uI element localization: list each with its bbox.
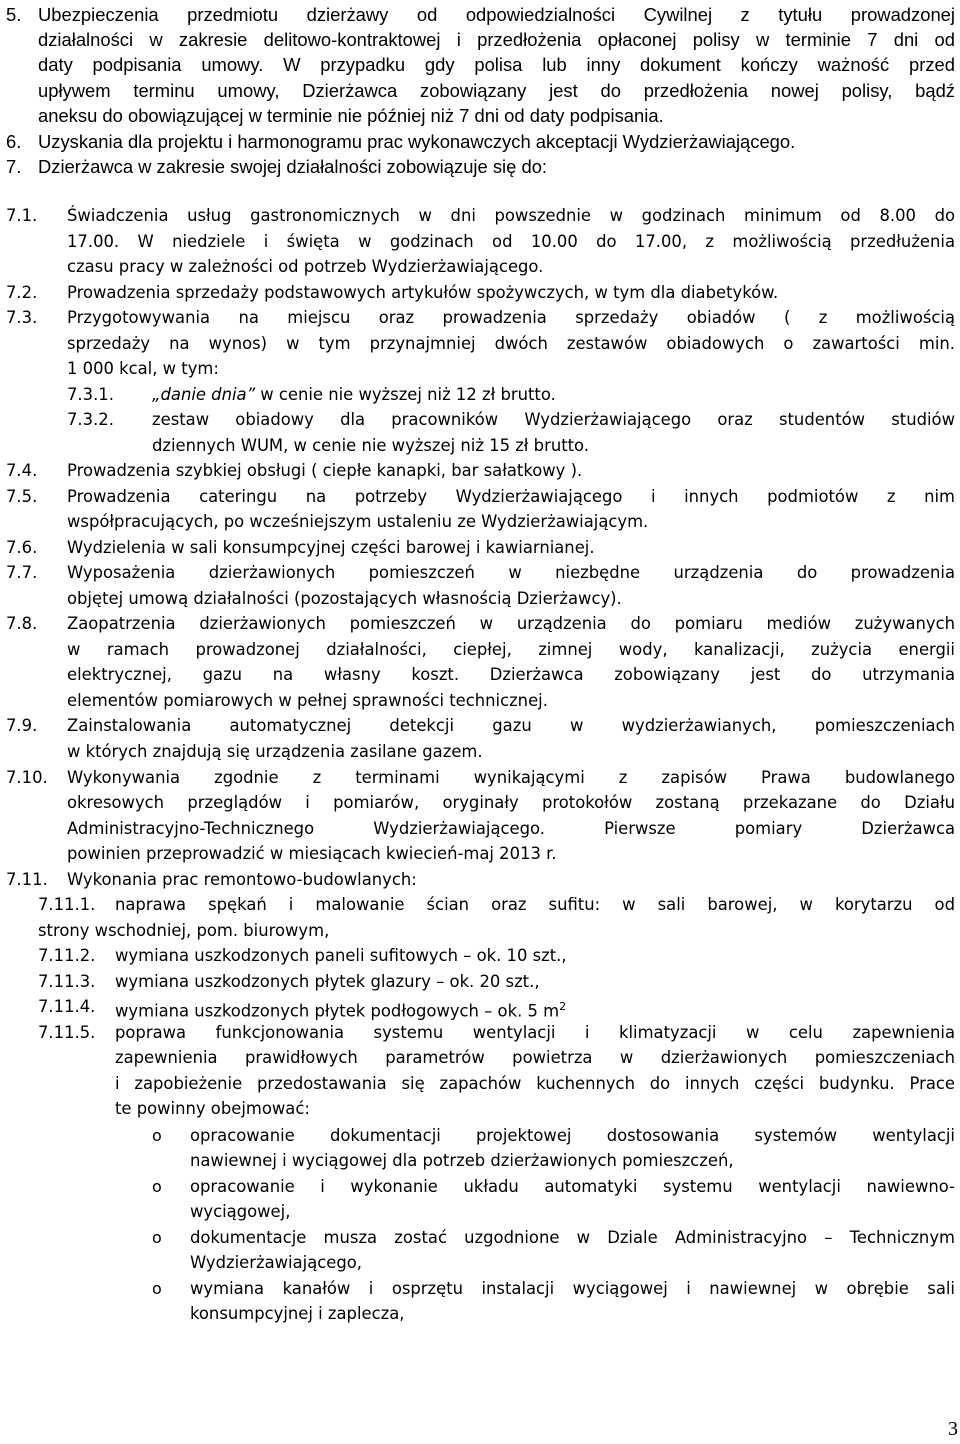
paragraph-line: Ubezpieczenia przedmiotu dzierżawy od odpowiedzialności Cywilnej z tytułu prowadzonej [38,4,955,25]
item-number: 7.5. [6,487,38,506]
item-line: Administracyjno-Technicznego Wydzierżawiającego. Pierwsze pomiary Dzierżawca [67,819,955,838]
item-line: powinien przeprowadzić w miesiącach kwiecień-maj 2013 r. [67,844,557,863]
bullet-line: opracowanie dokumentacji projektowej dostosowania systemów wentylacji [190,1126,955,1145]
item-line: 17.00. W niedziele i święta w godzinach od 10.00 do 17.00, z możliwością przedłużenia [67,232,955,251]
paragraph-line: aneksu do obowiązującej w terminie nie później niż 7 dni od daty podpisania. [38,105,664,126]
superscript: 2 [559,1000,567,1013]
subitem-text: wymiana uszkodzonych płytek podłogowych – ok. 5 m [115,1001,560,1021]
subitem-line: naprawa spękań i malowanie ścian oraz sufitu: w sali barowej, w korytarzu od [115,895,955,914]
item-line: sprzedaży na wynos) w tym przynajmniej dwóch zestawów obiadowych o zawartości min. [67,334,955,353]
item-number: 7.1. [6,206,38,225]
bullet-line: Wydzierżawiającego, [190,1253,362,1272]
subitem-line: wymiana uszkodzonych paneli sufitowych – ok. 10 szt., [115,946,567,965]
item-number: 7.2. [6,283,38,302]
subitem-line: zestaw obiadowy dla pracowników Wydzierżawiającego oraz studentów studiów [152,410,955,429]
bullet-line: wyciągowej, [190,1202,291,1221]
item-number: 7.4. [6,461,38,480]
subitem-line [115,995,566,1023]
subitem-line: te powinny obejmować: [115,1099,310,1118]
bullet-marker: o [152,1126,162,1145]
subitem-number: 7.11.5. [38,1023,96,1042]
paragraph-line: Uzyskania dla projektu i harmonogramu prac wykonawczych akceptacji Wydzierżawiającego. [38,131,796,152]
paragraph-line: działalności w zakresie delitowo-kontraktowej i przedłożenia opłaconej polisy w terminie 7 dni od [38,29,955,50]
item-line: okresowych przeglądów i pomiarów, oryginały protokołów zostaną przekazane do Działu [67,793,955,812]
subitem-text: w cenie nie wyższej niż 12 zł brutto. [255,385,556,404]
item-line: objętej umową działalności (pozostających własnością Dzierżawcy). [67,589,622,608]
item-number: 7.3. [6,308,38,327]
item-line: elementów pomiarowych w pełnej sprawności technicznej. [67,691,548,710]
bullet-line: dokumentacje musza zostać uzgodnione w Dziale Administracyjno – Technicznym [190,1228,955,1247]
point-number: 5. [6,4,22,25]
item-line: współpracujących, po wcześniejszym ustaleniu ze Wydzierżawiającym. [67,512,649,531]
item-line: Wyposażenia dzierżawionych pomieszczeń w niezbędne urządzenia do prowadzenia [67,563,955,582]
bullet-line: konsumpcyjnej i zaplecza, [190,1304,405,1323]
subitem-line [152,383,556,407]
item-line: Zaopatrzenia dzierżawionych pomieszczeń w urządzenia do pomiaru mediów zużywanych [67,614,955,633]
bullet-line: wymiana kanałów i osprzętu instalacji wyciągowej i nawiewnej w obrębie sali [190,1279,955,1298]
subitem-number: 7.11.3. [38,972,96,991]
item-number: 7.6. [6,538,38,557]
subitem-number: 7.3.1. [67,385,114,404]
subitem-number: 7.11.1. [38,895,96,914]
item-number: 7.7. [6,563,38,582]
subitem-number: 7.11.2. [38,946,96,965]
item-line: Prowadzenia sprzedaży podstawowych artykułów spożywczych, w tym dla diabetyków. [67,283,779,302]
subitem-number: 7.3.2. [67,410,114,429]
subitem-line: poprawa funkcjonowania systemu wentylacji i klimatyzacji w celu zapewnienia [115,1023,955,1042]
subitem-line: strony wschodniej, pom. biurowym, [38,921,330,940]
item-line: Prowadzenia szybkiej obsługi ( ciepłe kanapki, bar sałatkowy ). [67,461,583,480]
item-line: elektrycznej, gazu na własny koszt. Dzierżawca zobowiązany jest do utrzymania [67,665,955,684]
subitem-line: zapewnienia prawidłowych parametrów powietrza w dzierżawionych pomieszczeniach [115,1048,955,1067]
item-line: Przygotowywania na miejscu oraz prowadzenia sprzedaży obiadów ( z możliwością [67,308,955,327]
item-number: 7.8. [6,614,38,633]
item-line: Prowadzenia cateringu na potrzeby Wydzierżawiającego i innych podmiotów z nim [67,487,955,506]
item-line: czasu pracy w zależności od potrzeb Wydzierżawiającego. [67,257,544,276]
point-number: 6. [6,131,22,152]
item-number: 7.9. [6,716,38,735]
item-number: 7.11. [6,870,48,889]
item-line: Wykonania prac remontowo-budowlanych: [67,870,417,889]
paragraph-line: upływem terminu umowy, Dzierżawca zobowiązany jest do przedłożenia nowej polisy, bądź [38,80,955,101]
item-number: 7.10. [6,768,48,787]
item-line: w ramach prowadzonej działalności, ciepłej, zimnej wody, kanalizacji, zużycia energii [67,640,955,659]
bullet-marker: o [152,1279,162,1298]
item-line: Świadczenia usług gastronomicznych w dni powszednie w godzinach minimum od 8.00 do [67,206,955,225]
item-line: Zainstalowania automatycznej detekcji gazu w wydzierżawianych, pomieszczeniach [67,716,955,735]
quoted-term: „danie dnia” [152,385,256,404]
bullet-marker: o [152,1177,162,1196]
item-line: Wykonywania zgodnie z terminami wynikającymi z zapisów Prawa budowlanego [67,768,955,787]
bullet-line: nawiewnej i wyciągowej dla potrzeb dzierżawionych pomieszczeń, [190,1151,734,1170]
paragraph-line: daty podpisania umowy. W przypadku gdy polisa lub inny dokument kończy ważność przed [38,54,955,75]
bullet-marker: o [152,1228,162,1247]
paragraph-line: Dzierżawca w zakresie swojej działalności zobowiązuje się do: [38,156,548,177]
subitem-number: 7.11.4. [38,997,96,1016]
item-line: Wydzielenia w sali konsumpcyjnej części barowej i kawiarnianej. [67,538,595,557]
point-number: 7. [6,156,22,177]
page-number: 3 [948,1418,958,1440]
bullet-line: opracowanie i wykonanie układu automatyki systemu wentylacji nawiewno- [190,1177,955,1196]
item-line: w których znajdują się urządzenia zasilane gazem. [67,742,483,761]
item-line: 1 000 kcal, w tym: [67,359,219,378]
subitem-line: wymiana uszkodzonych płytek glazury – ok. 20 szt., [115,972,540,991]
subitem-line: dziennych WUM, w cenie nie wyższej niż 15 zł brutto. [152,436,590,455]
subitem-line: i zapobieżenie przedostawania się zapachów kuchennych do innych części budynku. Prace [115,1074,955,1093]
